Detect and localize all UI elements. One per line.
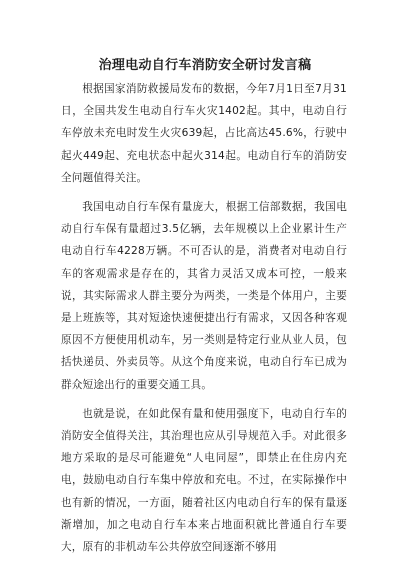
- document-body: [61, 78, 347, 565]
- document-title: 治理电动自行车消防安全研讨发言稿: [98, 58, 312, 73]
- paragraph-2: 我国电动自行车保有量庞大，根据工信部数据，我国电动自行车保有量超过3.5亿辆，去年规模以上企业累计生产电动自行车4228万辆。不可否认的是，消费者对电动自行车的客观需求是存在的，其省力灵活又成本可控，一般来说，其实际需求人群主要分为两类，一类是个体用户，主要是上班族等，其对短途快速便捷出行有需求，又因各种客观原因不方便使用机动车，另一类则是特定行业从业人员，包括快递员、外卖员等。从这个角度来说，电动自行车已成为群众短途出行的重要交通工具。: [61, 201, 347, 391]
- paragraph-1: 根据国家消防救援局发布的数据，今年7月1日至7月31日，全国共发生电动自行车火灾1402起。其中，电动自行车停放未充电时发生火灾639起，占比高达45.6%，行驶中起火449起、充电状态中起火314起。电动自行车的消防安全问题值得关注。: [61, 83, 347, 184]
- paragraph-3: 也就是说，在如此保有量和使用强度下，电动自行车的消防安全值得关注，其治理也应从引导规范入手。对此很多地方采取的是尽可能避免“人电同屋”，即禁止在住房内充电，鼓励电动自行车集中停放和充电。不过，在实际操作中也有新的情况，一方面，随着社区内电动自行车的保有量逐渐增加，加之电动自行车本来占地面积就比普通自行车要大，原有的非机动车公共停放空间逐渐不够用: [61, 407, 347, 554]
